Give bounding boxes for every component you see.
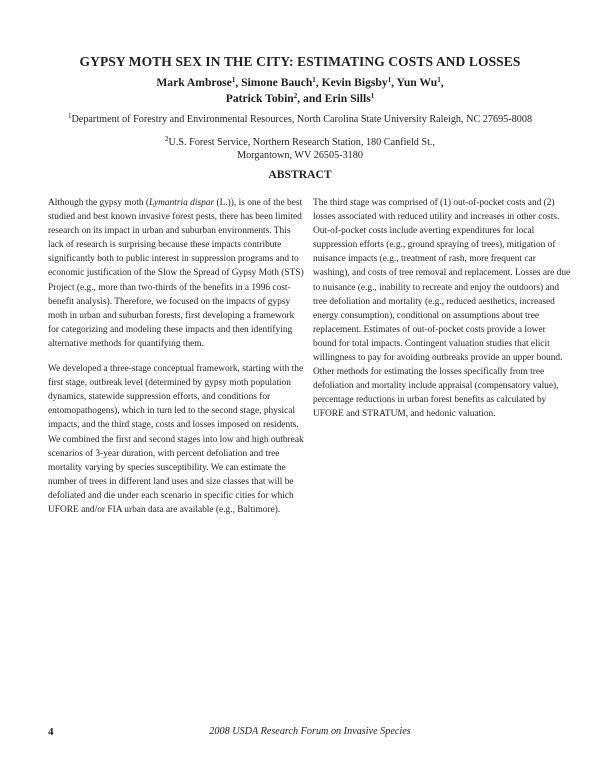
author-separator: , [440,76,444,89]
affiliation-mark: 2 [164,135,169,143]
author-name: Simone Bauch [241,76,313,89]
abstract-heading: ABSTRACT [268,168,332,181]
author-affiliation-mark: 1 [370,92,375,100]
species-name: Lymantria dispar [149,198,215,208]
publication-title: 2008 USDA Research Forum on Invasive Species [209,726,411,737]
author-list [0,75,600,107]
affiliation-mark: 1 [67,112,72,120]
abstract-paragraph-1 [48,196,306,351]
author-affiliation-mark: 1 [387,76,392,84]
right-column [313,196,571,433]
author-name: Kevin Bigsby [321,76,388,89]
affiliation-text: U.S. Forest Service, Northern Research Station, 180 Canfield St., [168,137,436,148]
author-separator: , [315,76,322,89]
left-column [48,196,306,528]
author-separator: , [235,76,242,89]
author-line-1 [0,75,600,91]
author-separator: , and [297,92,325,105]
author-name: Mark Ambrose [156,76,232,89]
author-name: Yun Wu [396,76,438,89]
abstract-paragraph-3: The third stage was comprised of (1) out-of-pocket costs and (2) losses associated with reduced utility and increases in other costs. Out-of-pocket costs include averting expenditures for local suppression efforts (e.g., ground spraying of trees), mitigation of nuisance impacts (e.g., treatment of rash, more frequent car washing), and costs of tree removal and replacement. Losses are due to nuisance (e.g., inability to recreate and enjoy the outdoors) and tree defoliation and mortality (e.g., reduced aesthetics, increased energy consumption), conditional on assumptions about tree replacement. Estimates of out-of-pocket costs provide a lower bound for total impacts. Contingent valuation studies that elicit willingness to pay for avoiding outbreaks provide an upper bound. Other methods for estimating the losses specifically from tree defoliation and mortality include appraisal (compensatory value), percentage reductions in urban forest benefits as calculated by UFORE and STRATUM, and hedonic valuation. [313,198,571,420]
paragraph-text: (L.)), is one of the best studied and best known invasive forest pests, there has been limited research on its impact in urban and suburban environments. This lack of research is surprising because these impacts contribute significantly both to public interest in suppression programs and to economic justification of the Slow the Spread of Gypsy Moth (STS) Project (e.g., more than two-thirds of the benefits in a 1996 cost-benefit analysis). Therefore, we focused on the impacts of gypsy moth in urban and suburban forests, first developing a framework for categorizing and modeling these impacts and then identifying alternative methods for quantifying them. [48,198,304,349]
affiliation-line: Morgantown, WV 26505-3180 [237,150,363,161]
affiliation-line [0,136,600,149]
affiliation-1 [0,114,600,125]
paper-title: GYPSY MOTH SEX IN THE CITY: ESTIMATING COSTS AND LOSSES [79,54,521,69]
author-affiliation-mark: 1 [437,76,441,84]
author-affiliation-mark: 1 [312,76,316,84]
affiliation-text: Department of Forestry and Environmental Resources, North Carolina State University Raleigh, NC 27695-8008 [71,114,533,125]
paragraph-text: Although the gypsy moth ( [48,198,150,208]
author-affiliation-mark: 2 [293,92,298,100]
author-line-2 [0,91,600,107]
author-name: Erin Sills [324,92,371,105]
author-separator: , [391,76,397,89]
author-name: Patrick Tobin [225,92,294,105]
abstract-paragraph-2: We developed a three-stage conceptual framework, starting with the first stage, outbreak level (determined by gypsy moth population dynamics, statewide suppression efforts, and conditions for entomopathogens), which in turn led to the second stage, physical impacts, and the third stage, costs and losses imposed on residents. We combined the first and second stages into low and high outbreak scenarios of 3-year duration, with percent defoliation and tree mortality varying by species susceptibility. We can estimate the number of trees in different land uses and size classes that will be defoliated and die under each scenario in specific cities for which UFORE and/or FIA urban data are available (e.g., Baltimore). [48,364,304,515]
page-number: 4 [48,726,54,738]
affiliation-2 [0,136,600,162]
author-affiliation-mark: 1 [231,76,236,84]
